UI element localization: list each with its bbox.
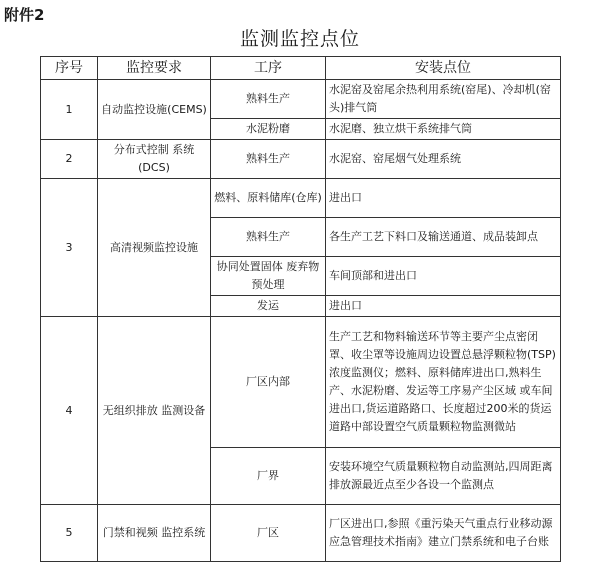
table-row	[41, 179, 561, 218]
row-location: 各生产工艺下料口及输送通道、成品装卸点	[326, 218, 561, 257]
monitoring-table	[40, 56, 561, 562]
table-row	[41, 317, 561, 448]
row-index: 3	[41, 179, 98, 317]
row-index: 1	[41, 80, 98, 140]
row-location: 水泥窑及窑尾余热利用系统(窑尾)、冷却机(窑头)排气筒	[326, 80, 561, 119]
row-process: 水泥粉磨	[211, 119, 326, 140]
attachment-label: 附件2	[4, 6, 45, 24]
table-row	[41, 505, 561, 562]
row-process: 熟料生产	[211, 218, 326, 257]
row-requirement: 分布式控制 系统(DCS)	[98, 140, 211, 179]
row-index: 4	[41, 317, 98, 505]
row-process: 协同处置固体 废弃物预处理	[211, 257, 326, 296]
row-location: 安装环境空气质量颗粒物自动监测站,四周距离排放源最近点至少各设一个监测点	[326, 448, 561, 505]
header-index: 序号	[41, 57, 98, 80]
row-location: 水泥窑、窑尾烟气处理系统	[326, 140, 561, 179]
table-row	[41, 140, 561, 179]
row-location: 水泥磨、独立烘干系统排气筒	[326, 119, 561, 140]
row-location: 车间顶部和进出口	[326, 257, 561, 296]
row-process: 厂区内部	[211, 317, 326, 448]
row-requirement: 无组织排放 监测设备	[98, 317, 211, 505]
table-row	[41, 80, 561, 119]
row-process: 熟料生产	[211, 80, 326, 119]
header-requirement: 监控要求	[98, 57, 211, 80]
row-location: 进出口	[326, 179, 561, 218]
table-header-row	[41, 57, 561, 80]
page-title: 监测监控点位	[239, 28, 360, 50]
row-process: 熟料生产	[211, 140, 326, 179]
row-process: 发运	[211, 296, 326, 317]
row-location: 厂区进出口,参照《重污染天气重点行业移动源应急管理技术指南》建立门禁系统和电子台账	[326, 505, 561, 562]
row-process: 燃料、原料储库(仓库)	[211, 179, 326, 218]
row-process: 厂区	[211, 505, 326, 562]
row-process: 厂界	[211, 448, 326, 505]
row-location: 进出口	[326, 296, 561, 317]
row-requirement: 高清视频监控设施	[98, 179, 211, 317]
header-location: 安装点位	[326, 57, 561, 80]
header-process: 工序	[211, 57, 326, 80]
row-location: 生产工艺和物料输送环节等主要产尘点密闭罩、收尘罩等设施周边设置总悬浮颗粒物(TSP)浓度监测仪；燃料、原料储库进出口,熟料生产、水泥粉磨、发运等工序易产尘区域 或车间进出口,货运道路路口、长度超过200米的货运道路中部设置空气质量颗粒物监测微站	[326, 317, 561, 448]
row-index: 5	[41, 505, 98, 562]
row-requirement: 门禁和视频 监控系统	[98, 505, 211, 562]
row-index: 2	[41, 140, 98, 179]
row-requirement: 自动监控设施(CEMS)	[98, 80, 211, 140]
